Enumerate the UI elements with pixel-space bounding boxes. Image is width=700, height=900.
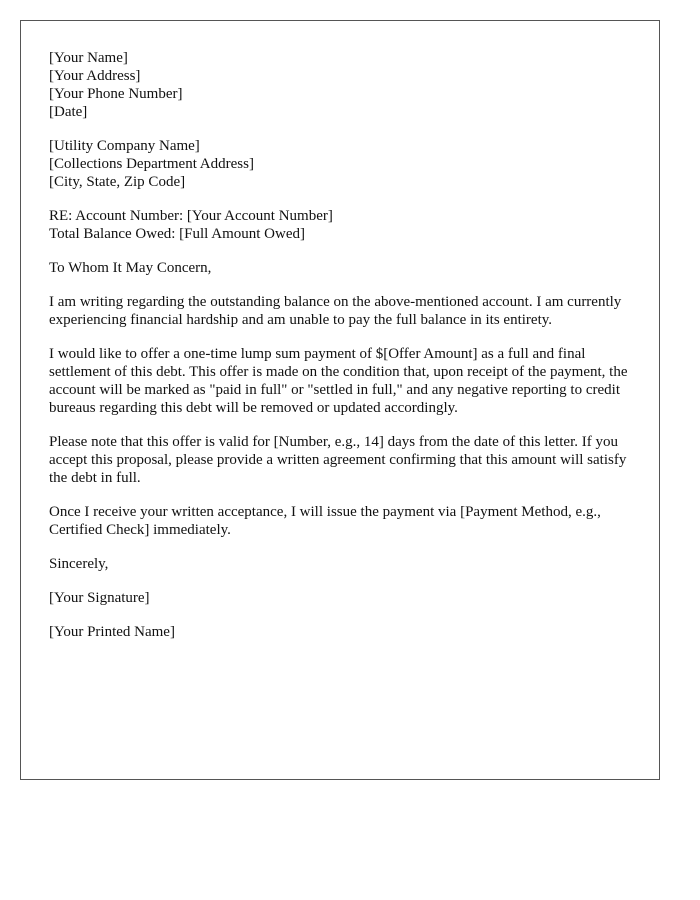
body-paragraph-offer: I would like to offer a one-time lump sum payment of $[Offer Amount] as a full and final settlement of this debt. This offer is made on the condition that, upon receipt of the payment, the account will be marked as "paid in full" or "settled in full," and any negative reporting to credit bureaus regarding this debt will be removed or updated accordingly. [49, 346, 628, 416]
reference-block [49, 207, 639, 243]
printed-name: [Your Printed Name] [49, 624, 175, 640]
sender-block [49, 49, 639, 121]
letter-date: [Date] [49, 104, 88, 120]
reference-account: RE: Account Number: [Your Account Number] [49, 208, 333, 224]
recipient-block [49, 137, 639, 191]
recipient-city-state-zip: [City, State, Zip Code] [49, 174, 186, 190]
recipient-company: [Utility Company Name] [49, 138, 200, 154]
sender-phone: [Your Phone Number] [49, 86, 183, 102]
signature-placeholder: [Your Signature] [49, 590, 150, 606]
closing: Sincerely, [49, 556, 109, 572]
reference-balance: Total Balance Owed: [Full Amount Owed] [49, 226, 305, 242]
sender-address: [Your Address] [49, 68, 141, 84]
body-paragraph-validity: Please note that this offer is valid for [Number, e.g., 14] days from the date of this letter. If you accept this proposal, please provide a written agreement confirming that this amount will satisfy the debt in full. [49, 434, 627, 486]
sender-name: [Your Name] [49, 50, 128, 66]
letter-page [20, 20, 660, 780]
body-paragraph-payment: Once I receive your written acceptance, I will issue the payment via [Payment Method, e.g., Certified Check] immediately. [49, 504, 601, 538]
salutation: To Whom It May Concern, [49, 260, 212, 276]
recipient-department-address: [Collections Department Address] [49, 156, 254, 172]
letter-content [49, 49, 639, 657]
body-paragraph-hardship: I am writing regarding the outstanding balance on the above-mentioned account. I am currently experiencing financial hardship and am unable to pay the full balance in its entirety. [49, 294, 622, 328]
